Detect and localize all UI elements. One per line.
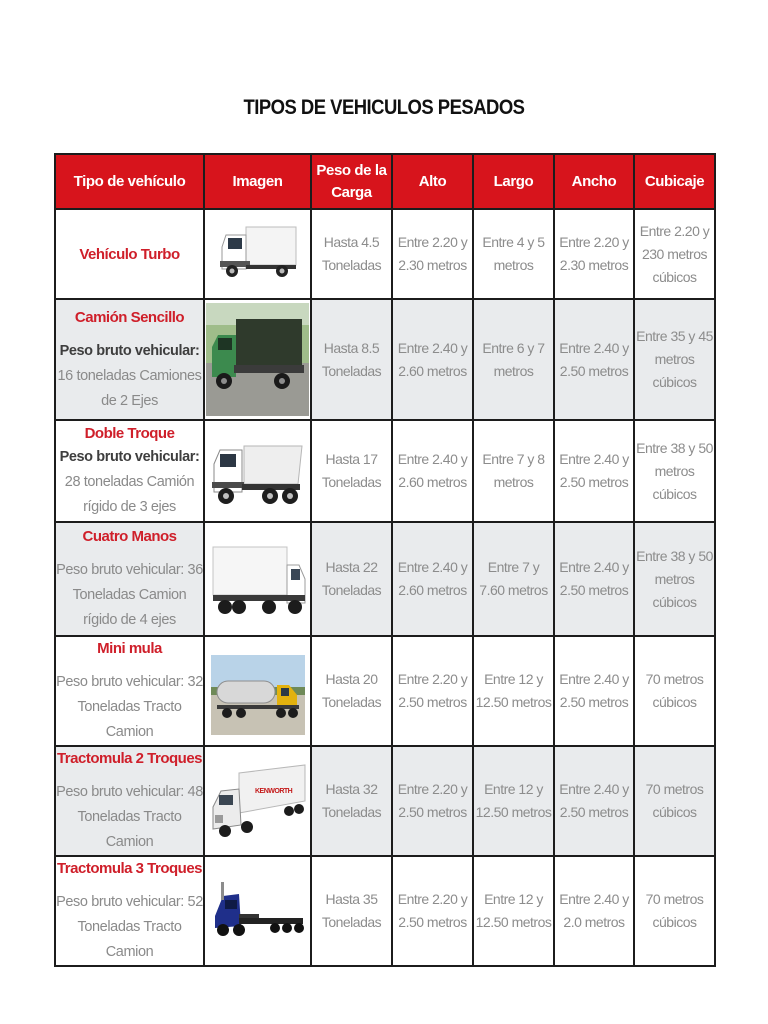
header-imagen: Imagen [204, 154, 311, 209]
vehicle-description: Peso bruto vehicular: 52 Toneladas Tracto Camion [56, 894, 203, 960]
peso-cell: Hasta 20 Toneladas [311, 636, 392, 746]
vehicle-type-cell [55, 420, 204, 522]
vehicle-image-cell [204, 299, 311, 420]
ancho-cell: Entre 2.40 y 2.50 metros [554, 636, 634, 746]
header-ancho: Ancho [554, 154, 634, 209]
peso-cell: Hasta 22 Toneladas [311, 522, 392, 636]
alto-cell: Entre 2.20 y 2.50 metros [392, 636, 473, 746]
vehicle-type-cell [55, 856, 204, 966]
header-cubicaje: Cubicaje [634, 154, 715, 209]
four-axle-box-truck-image [209, 533, 307, 625]
page-title: TIPOS DE VEHICULOS PESADOS [243, 96, 525, 119]
vehicle-type-cell [55, 522, 204, 636]
table-row [55, 209, 715, 299]
peso-cell: Hasta 8.5 Toneladas [311, 299, 392, 420]
vehicle-name: Cuatro Manos [82, 528, 177, 545]
peso-cell: Hasta 32 Toneladas [311, 746, 392, 856]
vehicle-type-cell [55, 746, 204, 856]
vehicle-table [54, 153, 716, 967]
vehicle-name: Mini mula [97, 640, 162, 657]
header-alto: Alto [392, 154, 473, 209]
alto-cell: Entre 2.40 y 2.60 metros [392, 420, 473, 522]
vehicle-description: Peso bruto vehicular: 36 Toneladas Camion rígido de 4 ejes [56, 562, 203, 628]
ancho-cell: Entre 2.40 y 2.50 metros [554, 746, 634, 856]
vehicle-type-cell [55, 209, 204, 299]
ancho-cell: Entre 2.40 y 2.50 metros [554, 299, 634, 420]
header-peso: Peso de la Carga [311, 154, 392, 209]
cubicaje-cell: Entre 2.20 y 230 metros cúbicos [634, 209, 715, 299]
largo-cell: Entre 7 y 7.60 metros [473, 522, 554, 636]
ancho-cell: Entre 2.40 y 2.50 metros [554, 522, 634, 636]
vehicle-image-cell [204, 209, 311, 299]
blue-lowboy-truck-image [209, 870, 307, 952]
kenworth-logo-text: KENWORTH [254, 788, 292, 795]
cubicaje-cell: Entre 38 y 50 metros cúbicos [634, 420, 715, 522]
table-row [55, 856, 715, 966]
table-row [55, 299, 715, 420]
vehicle-image-cell [204, 420, 311, 522]
table-header-row [55, 154, 715, 209]
header-largo: Largo [473, 154, 554, 209]
vehicle-name: Vehículo Turbo [79, 245, 180, 263]
white-box-truck-image [216, 221, 300, 287]
table-row [55, 522, 715, 636]
vehicle-description: Peso bruto vehicular: 48 Toneladas Tracto Camion [56, 784, 203, 850]
vehicle-description: Peso bruto vehicular: 28 toneladas Camión rígido de 3 ejes [59, 449, 200, 515]
cubicaje-cell: 70 metros cúbicos [634, 856, 715, 966]
vehicle-image-cell [204, 856, 311, 966]
vehicle-image-cell [204, 746, 311, 856]
table-row [55, 746, 715, 856]
cubicaje-cell: Entre 38 y 50 metros cúbicos [634, 522, 715, 636]
vehicle-image-cell [204, 636, 311, 746]
cubicaje-cell: 70 metros cúbicos [634, 636, 715, 746]
largo-cell: Entre 12 y 12.50 metros [473, 856, 554, 966]
dump-truck-image [210, 428, 306, 514]
peso-cell: Hasta 17 Toneladas [311, 420, 392, 522]
ancho-cell: Entre 2.20 y 2.30 metros [554, 209, 634, 299]
vehicle-type-cell [55, 636, 204, 746]
cubicaje-cell: 70 metros cúbicos [634, 746, 715, 856]
largo-cell: Entre 12 y 12.50 metros [473, 746, 554, 856]
alto-cell: Entre 2.40 y 2.60 metros [392, 522, 473, 636]
alto-cell: Entre 2.20 y 2.30 metros [392, 209, 473, 299]
vehicle-description: Peso bruto vehicular: 16 toneladas Camiones de 2 Ejes [57, 342, 202, 409]
largo-cell: Entre 12 y 12.50 metros [473, 636, 554, 746]
ancho-cell: Entre 2.40 y 2.0 metros [554, 856, 634, 966]
largo-cell: Entre 4 y 5 metros [473, 209, 554, 299]
largo-cell: Entre 7 y 8 metros [473, 420, 554, 522]
alto-cell: Entre 2.40 y 2.60 metros [392, 299, 473, 420]
tanker-truck-image [211, 647, 305, 735]
peso-cell: Hasta 4.5 Toneladas [311, 209, 392, 299]
vehicle-name: Tractomula 2 Troques [56, 750, 203, 767]
vehicle-name: Camión Sencillo [74, 308, 185, 326]
table-row [55, 636, 715, 746]
vehicle-type-cell [55, 299, 204, 420]
alto-cell: Entre 2.20 y 2.50 metros [392, 746, 473, 856]
kenworth-semi-truck-image [209, 759, 307, 843]
largo-cell: Entre 6 y 7 metros [473, 299, 554, 420]
vehicle-description: Peso bruto vehicular: 32 Toneladas Tracto Camion [56, 674, 203, 740]
alto-cell: Entre 2.20 y 2.50 metros [392, 856, 473, 966]
ancho-cell: Entre 2.40 y 2.50 metros [554, 420, 634, 522]
table-row [55, 420, 715, 522]
vehicle-name: Doble Troque [84, 425, 175, 442]
peso-cell: Hasta 35 Toneladas [311, 856, 392, 966]
cubicaje-cell: Entre 35 y 45 metros cúbicos [634, 299, 715, 420]
vehicle-name: Tractomula 3 Troques [56, 860, 203, 877]
header-tipo: Tipo de vehículo [55, 154, 204, 209]
vehicle-image-cell [204, 522, 311, 636]
green-cargo-truck-image [206, 303, 309, 416]
